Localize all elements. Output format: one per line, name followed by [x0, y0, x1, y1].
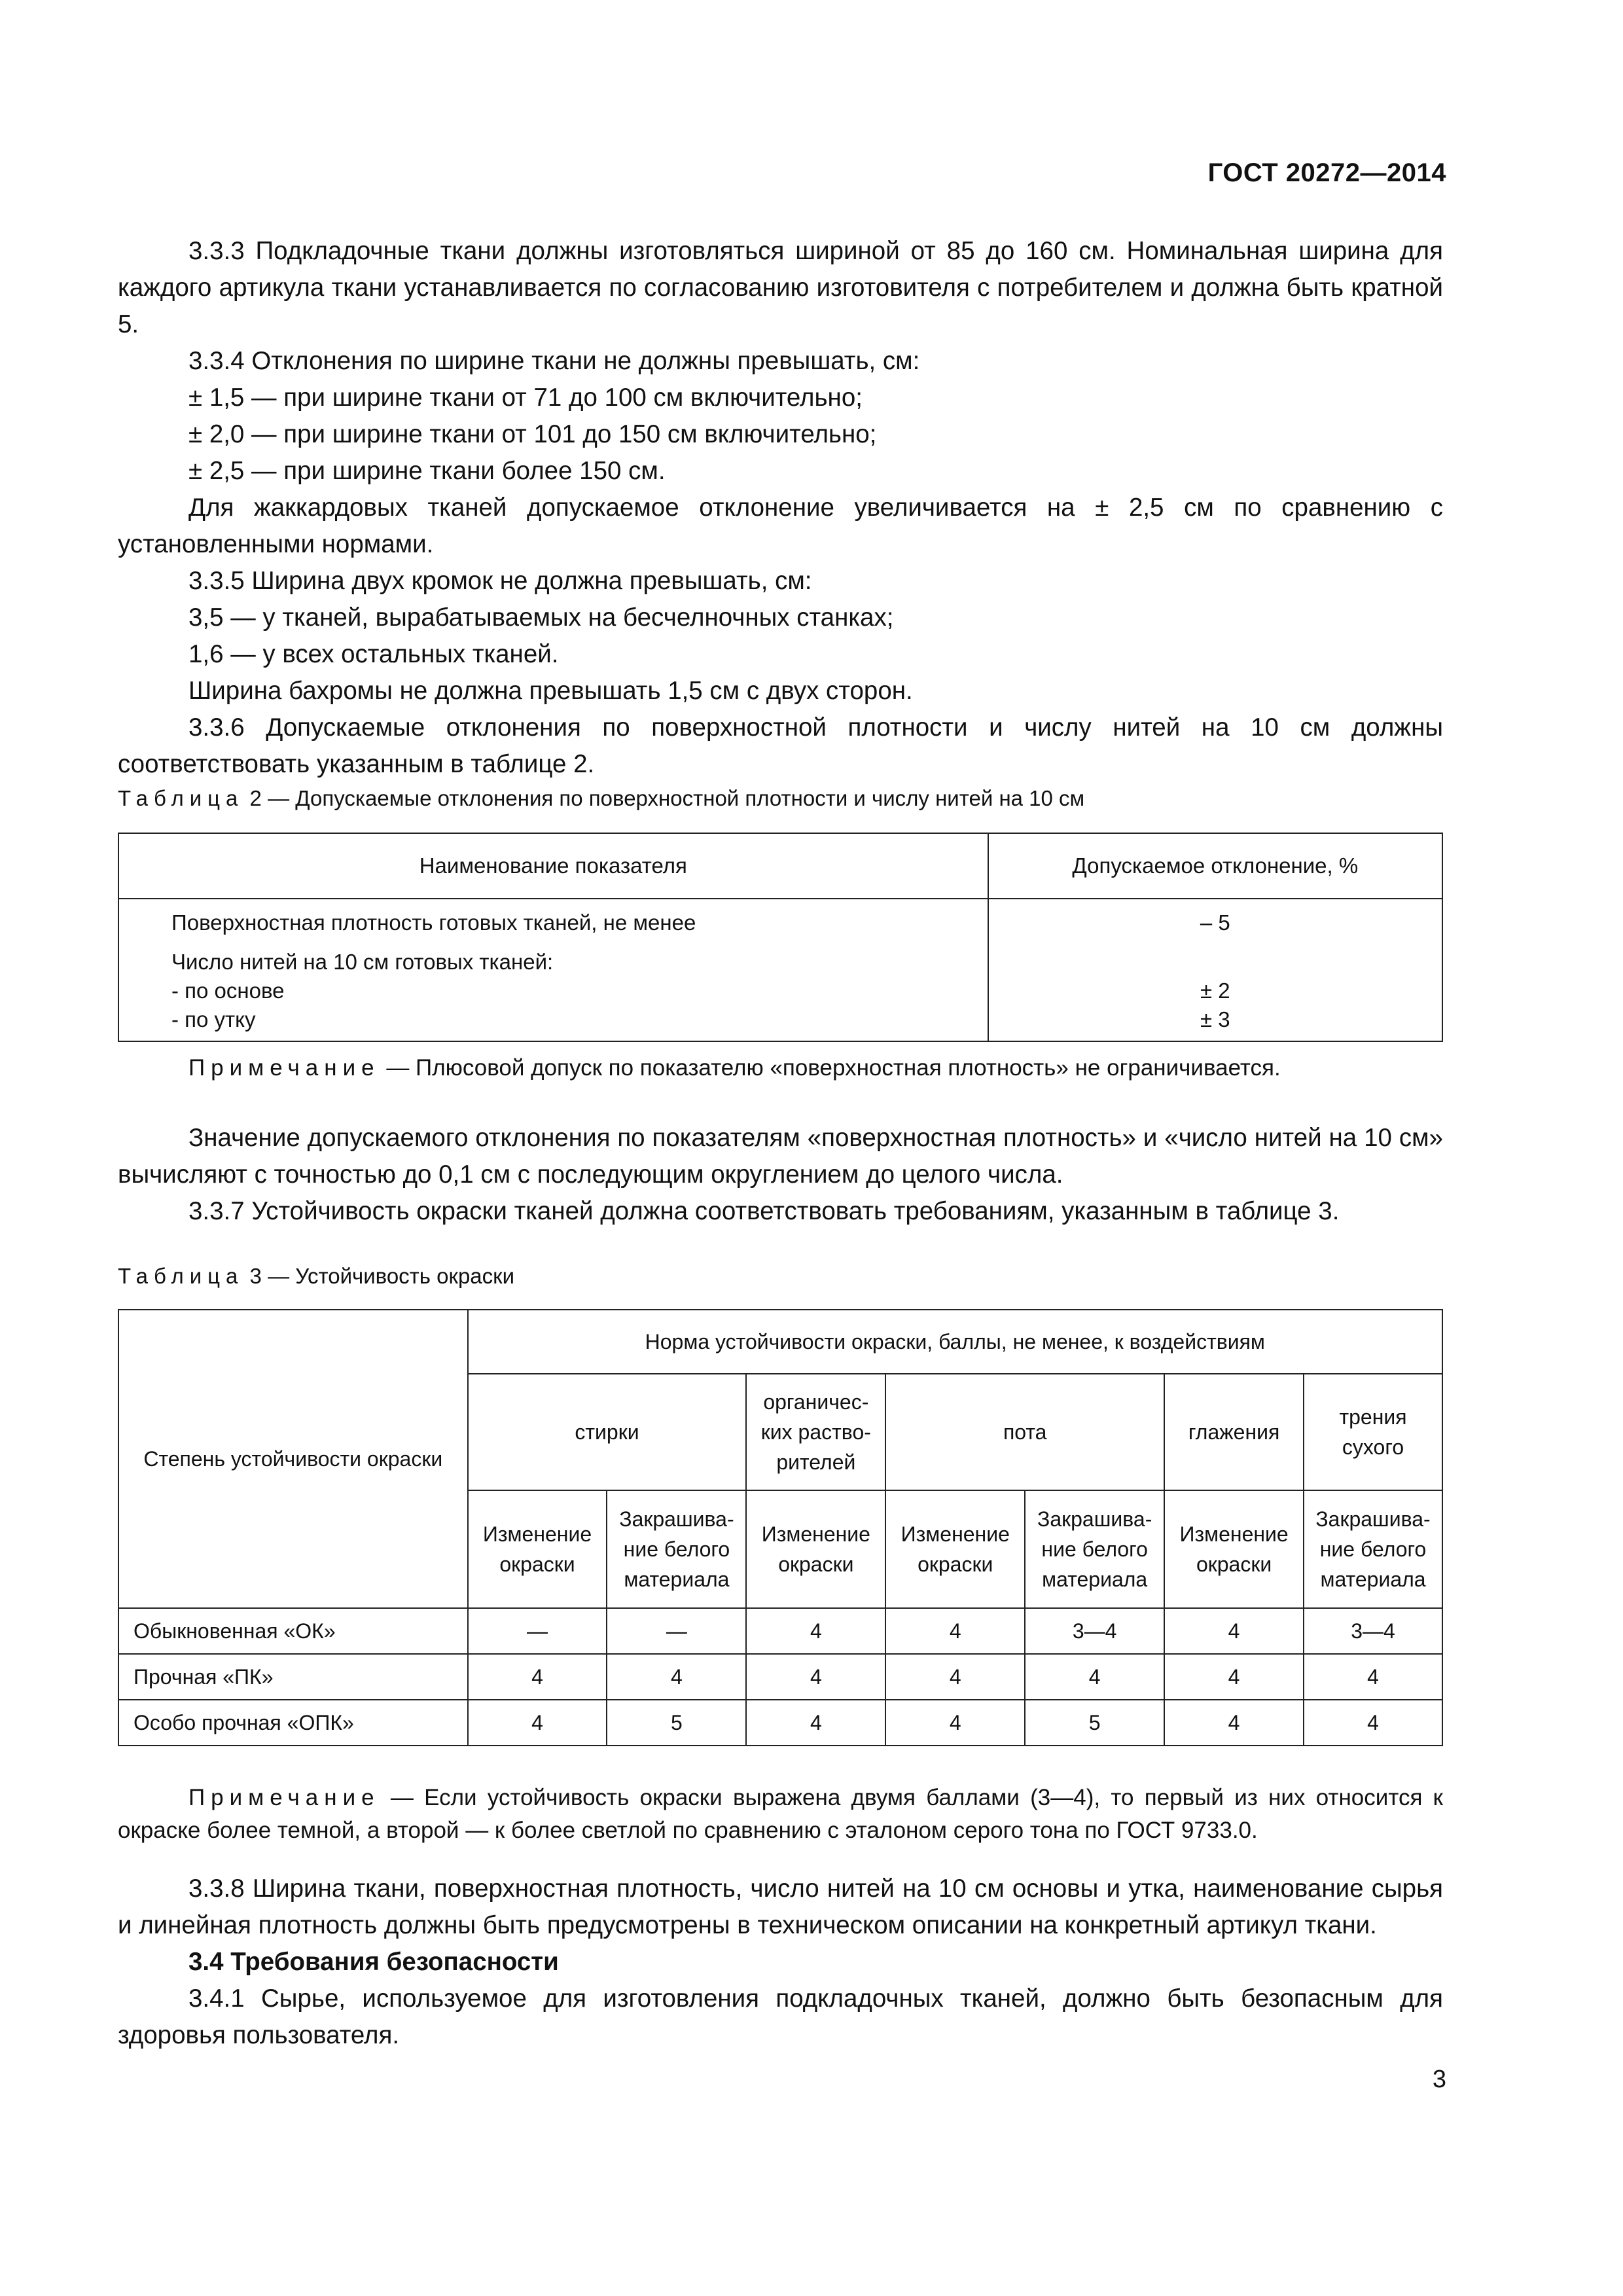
table-2-body-row: [118, 899, 1442, 1041]
row-label: Прочная «ПК»: [118, 1654, 468, 1700]
table-cell: 4: [468, 1700, 607, 1746]
table-row: [118, 1608, 1442, 1654]
table-3-sub-change: Изменение окраски: [746, 1490, 885, 1608]
table-3-group-ironing: глажения: [1164, 1374, 1304, 1490]
requirements-text-top: [118, 233, 1443, 783]
table-row: [118, 1654, 1442, 1700]
table-cell: 4: [1164, 1608, 1304, 1654]
table-2-header-row: [118, 833, 1442, 899]
table-2-indicators: Поверхностная плотность готовых тканей, не менее Число нитей на 10 см готовых тканей: - по основе - по утку: [118, 899, 988, 1041]
table-3-sub-change: Изменение окраски: [885, 1490, 1025, 1608]
table-3-sub-change: Изменение окраски: [1164, 1490, 1304, 1608]
table-3: [118, 1309, 1443, 1746]
table-3-sub-staining: Закрашива-ние белого материала: [1025, 1490, 1164, 1608]
table-3-sub-change: Изменение окраски: [468, 1490, 607, 1608]
table-2: [118, 833, 1443, 1042]
table-cell: 4: [746, 1700, 885, 1746]
clause-3-3-5: 3.3.5 Ширина двух кромок не должна превышать, см:: [188, 567, 812, 595]
clause-3-4-1: 3.4.1 Сырье, используемое для изготовления подкладочных тканей, должно быть безопасным для здоровья пользователя.: [118, 1984, 1443, 2049]
clause-3-3-7: 3.3.7 Устойчивость окраски тканей должна соответствовать требованиям, указанным в таблице 3.: [188, 1197, 1340, 1225]
selvedge-width-1: 3,5 — у тканей, вырабатываемых на бесчелночных станках;: [188, 603, 894, 632]
section-3-4-heading: 3.4 Требования безопасности: [188, 1948, 559, 1976]
table-cell: —: [468, 1608, 607, 1654]
table-3-group-dry-rubbing: трения сухого: [1304, 1374, 1442, 1490]
table-3-note: Примечание — Если устойчивость окраски выражена двумя баллами (3—4), то первый из них относится к окраске более темной, а второй — к более светлой по сравнению с эталоном серого тона по ГОСТ 9733.0.: [118, 1785, 1443, 1843]
width-tolerance-1: ± 1,5 — при ширине ткани от 71 до 100 см включительно;: [188, 384, 863, 412]
table-cell: 4: [468, 1654, 607, 1700]
row-label: Особо прочная «ОПК»: [118, 1700, 468, 1746]
table-3-group-sweat: пота: [885, 1374, 1164, 1490]
table-2-caption: Таблица 2 — Допускаемые отклонения по поверхностной плотности и числу нитей на 10 см: [118, 786, 1085, 810]
table-cell: 4: [1164, 1700, 1304, 1746]
table-3-group-solvents: органичес-ких раство-рителей: [746, 1374, 885, 1490]
table-cell: 4: [1304, 1654, 1442, 1700]
row-label: Обыкновенная «ОК»: [118, 1608, 468, 1654]
table-cell: 3—4: [1304, 1608, 1442, 1654]
clause-3-3-4: 3.3.4 Отклонения по ширине ткани не должны превышать, см:: [188, 347, 920, 375]
page-number: 3: [1432, 2066, 1446, 2093]
table-row: [118, 1700, 1442, 1746]
fringe-width: Ширина бахромы не должна превышать 1,5 см с двух сторон.: [188, 677, 913, 705]
clause-3-3-6: 3.3.6 Допускаемые отклонения по поверхностной плотности и числу нитей на 10 см должны соответствовать указанным в таблице 2.: [118, 713, 1443, 778]
clause-3-3-8: 3.3.8 Ширина ткани, поверхностная плотность, число нитей на 10 см основы и утка, наименование сырья и линейная плотность должны быть предусмотрены в техническом описании на конкретный артикул ткани.: [118, 1874, 1443, 1939]
table-cell: 4: [746, 1654, 885, 1700]
table-cell: 4: [885, 1608, 1025, 1654]
table-cell: 4: [746, 1608, 885, 1654]
width-tolerance-3: ± 2,5 — при ширине ткани более 150 см.: [188, 457, 666, 485]
table-2-note: Примечание — Плюсовой допуск по показателю «поверхностная плотность» не ограничивается.: [188, 1055, 1281, 1081]
selvedge-width-2: 1,6 — у всех остальных тканей.: [188, 640, 559, 668]
table-cell: 4: [885, 1654, 1025, 1700]
standard-designation: ГОСТ 20272—2014: [1207, 158, 1446, 187]
table-3-group-washing: стирки: [468, 1374, 747, 1490]
table-cell: 5: [1025, 1700, 1164, 1746]
table-cell: —: [607, 1608, 746, 1654]
table-3-col-degree: Степень устойчивости окраски: [118, 1310, 468, 1608]
table-cell: 3—4: [1025, 1608, 1164, 1654]
jacquard-tolerance: Для жаккардовых тканей допускаемое отклонение увеличивается на ± 2,5 см по сравнению с установленными нормами.: [118, 493, 1443, 558]
requirements-text-bottom: [118, 1871, 1443, 2054]
table-cell: 4: [1025, 1654, 1164, 1700]
rounding-rule: Значение допускаемого отклонения по показателям «поверхностная плотность» и «число нитей на 10 см» вычисляют с точностью до 0,1 см с последующим округлением до целого числа.: [118, 1124, 1443, 1189]
table-3-sub-staining: Закрашива-ние белого материала: [607, 1490, 746, 1608]
table-cell: 5: [607, 1700, 746, 1746]
table-3-sub-staining: Закрашива-ние белого материала: [1304, 1490, 1442, 1608]
table-cell: 4: [1164, 1654, 1304, 1700]
table-cell: 4: [885, 1700, 1025, 1746]
table-2-deviations: – 5 ± 2 ± 3: [988, 899, 1442, 1041]
table-2-col-name: Наименование показателя: [118, 833, 988, 899]
table-3-header-row-1: [118, 1310, 1442, 1374]
requirements-text-middle: [118, 1120, 1443, 1230]
width-tolerance-2: ± 2,0 — при ширине ткани от 101 до 150 см включительно;: [188, 420, 877, 448]
table-cell: 4: [607, 1654, 746, 1700]
table-cell: 4: [1304, 1700, 1442, 1746]
table-3-caption: Таблица 3 — Устойчивость окраски: [118, 1264, 515, 1288]
table-3-col-norm: Норма устойчивости окраски, баллы, не менее, к воздействиям: [468, 1310, 1442, 1374]
clause-3-3-3: 3.3.3 Подкладочные ткани должны изготовляться шириной от 85 до 160 см. Номинальная ширина для каждого артикула ткани устанавливается по согласованию изготовителя с потребителем и должна быть кратной 5.: [118, 237, 1443, 338]
table-2-col-deviation: Допускаемое отклонение, %: [988, 833, 1442, 899]
